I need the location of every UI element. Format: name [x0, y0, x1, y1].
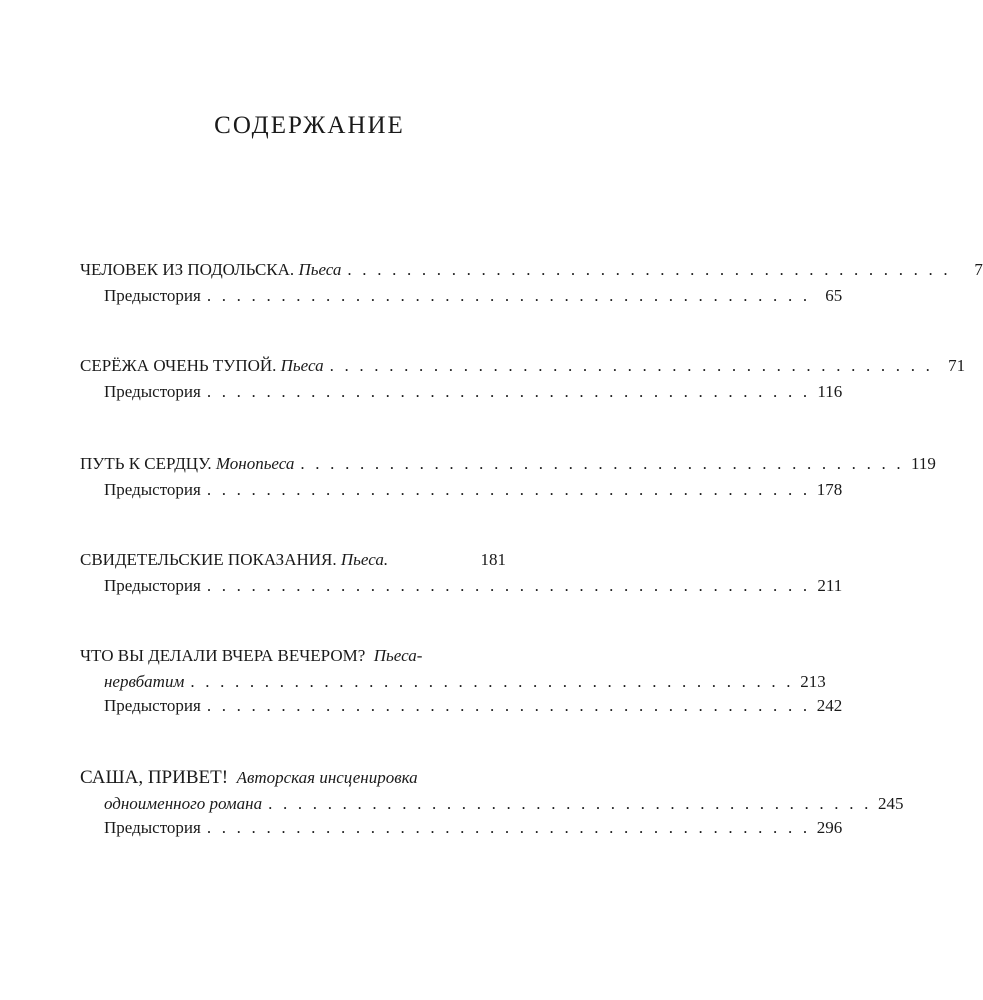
page-number: 296: [816, 818, 843, 837]
toc-entry: [80, 548, 506, 572]
entry-genre: Пьеса: [280, 356, 324, 375]
entry-genre: Монопьеса: [215, 454, 295, 473]
page-number: 245: [878, 794, 904, 813]
subentry-label: Предыстория: [104, 818, 201, 837]
leader-dots: . . . . . . . . . . . . . . . . . . . . . . . . . . . . . . . . . . . . . . . . .: [190, 672, 794, 691]
toc-subentry: [80, 380, 843, 404]
entry-title: ЧЕЛОВЕК ИЗ ПОДОЛЬСКА.: [80, 260, 295, 279]
entry-title-group: [80, 452, 294, 476]
leader-dots: . . . . . . . . . . . . . . . . . . . . . . . . . . . . . . . . . . . . . . . . .: [206, 696, 811, 715]
toc-entry: [80, 354, 966, 378]
toc-subentry: [80, 816, 843, 840]
leader-dots: . . . . . . . . . . . . . . . . . . . . . . . . . . . . . . . . . . . . . . . . .: [268, 794, 872, 813]
page-number: 7: [974, 260, 983, 279]
entry-title-group: [80, 548, 388, 572]
entry-genre: Авторская инсценировка: [236, 768, 418, 787]
toc-subentry: [80, 284, 843, 308]
page-number: 181: [480, 550, 506, 569]
page-title: СОДЕРЖАНИЕ: [214, 112, 405, 139]
entry-title: СВИДЕТЕЛЬСКИЕ ПОКАЗАНИЯ.: [80, 550, 337, 569]
leader-dots: . . . . . . . . . . . . . . . . . . . . . . . . . . . . . . . . . . . . . . . . .: [206, 480, 811, 499]
page-number: 119: [910, 454, 936, 473]
entry-title: СЕРЁЖА ОЧЕНЬ ТУПОЙ.: [80, 356, 277, 375]
leader-dots: . . . . . . . . . . . . . . . . . . . . . . . . . . . . . . . . . . . . . . . . .: [300, 454, 904, 473]
entry-genre-continued: одноименного романа: [104, 794, 263, 813]
page-number: 178: [816, 480, 843, 499]
leader-dots: . . . . . . . . . . . . . . . . . . . . . . . . . . . . . . . . . . . . . . . . .: [206, 382, 811, 401]
entry-title: САША, ПРИВЕТ!: [80, 767, 229, 788]
toc-entry: [80, 644, 422, 668]
toc-subentry: [80, 694, 843, 718]
subentry-label: Предыстория: [104, 576, 201, 595]
page-number: 211: [817, 576, 843, 595]
page-number: 242: [816, 696, 843, 715]
entry-title-group: [80, 354, 324, 378]
entry-genre: Пьеса-: [373, 646, 423, 665]
entry-genre: Пьеса.: [340, 550, 389, 569]
subentry-label: Предыстория: [104, 696, 201, 715]
entry-genre: Пьеса: [298, 260, 342, 279]
leader-dots: . . . . . . . . . . . . . . . . . . . . . . . . . . . . . . . . . . . . . . . . .: [206, 818, 811, 837]
leader-dots: . . . . . . . . . . . . . . . . . . . . . . . . . . . . . . . . . . . . . . . . .: [206, 286, 811, 305]
entry-title: ПУТЬ К СЕРДЦУ.: [80, 454, 212, 473]
leader-dots: . . . . . . . . . . . . . . . . . . . . . . . . . . . . . . . . . . . . . . . . .: [329, 356, 934, 375]
page-number: 71: [948, 356, 966, 375]
leader-dots: . . . . . . . . . . . . . . . . . . . . . . . . . . . . . . . . . . . . . . . . .: [347, 260, 951, 279]
page-number: 116: [817, 382, 843, 401]
toc-entry-continuation: [80, 670, 826, 694]
toc-entry: [80, 258, 983, 282]
entry-title-group: [80, 258, 341, 282]
toc-subentry: [80, 478, 843, 502]
toc-entry: [80, 766, 418, 790]
subentry-label: Предыстория: [104, 480, 201, 499]
toc-entry: [80, 452, 936, 476]
subentry-label: Предыстория: [104, 382, 201, 401]
subentry-label: Предыстория: [104, 286, 201, 305]
entry-title: ЧТО ВЫ ДЕЛАЛИ ВЧЕРА ВЕЧЕРОМ?: [80, 646, 366, 665]
toc-subentry: [80, 574, 843, 598]
page-number: 213: [800, 672, 826, 691]
toc-entry-continuation: [80, 792, 904, 816]
page-number: 65: [825, 286, 843, 305]
entry-genre-continued: нервбатим: [104, 672, 185, 691]
leader-dots: . . . . . . . . . . . . . . . . . . . . . . . . . . . . . . . . . . . . . . . . .: [206, 576, 811, 595]
